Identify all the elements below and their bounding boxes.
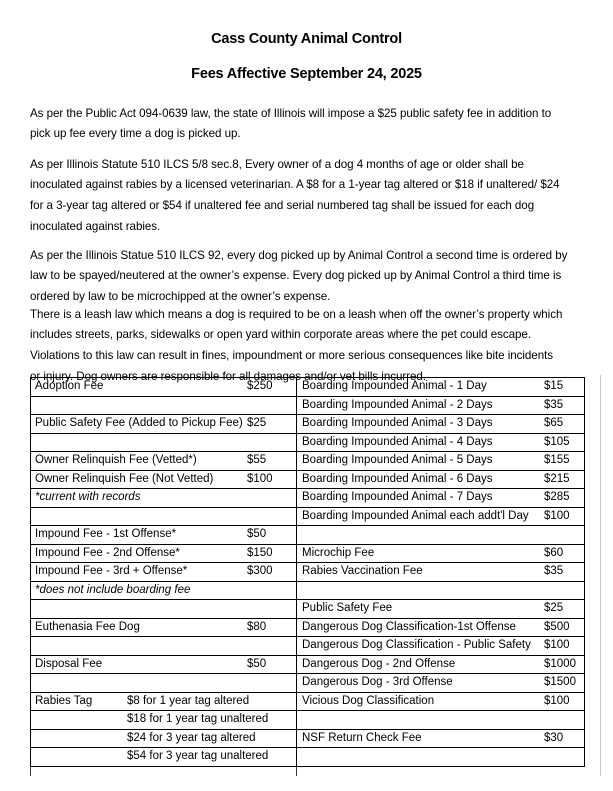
- table-row: [30, 471, 585, 490]
- body-paragraph: As per the Illinois Statue 510 ILCS 92, every dog picked up by Animal Control a second time is ordered by law to be spayed/neutered at the owner’s expense. Every dog picked up by Animal Control a third time is ordered by law to be microchipped at the owner’s expense.: [30, 248, 568, 304]
- fee-cell-left: [30, 452, 297, 471]
- table-row: [30, 378, 585, 397]
- table-row: [30, 545, 585, 564]
- spreadsheet-gridline: [600, 375, 601, 776]
- fee-cell-right: [297, 397, 585, 416]
- fee-cell-right: [297, 545, 585, 564]
- table-row: [30, 434, 585, 453]
- fee-amount: $80: [247, 620, 267, 633]
- fee-label: Impound Fee - 2nd Offense*: [35, 546, 180, 559]
- table-row: [30, 730, 585, 749]
- fee-amount: $100: [544, 509, 570, 522]
- table-row: [30, 748, 585, 767]
- fee-label: Owner Relinquish Fee (Not Vetted): [35, 472, 214, 485]
- fee-label: Boarding Impounded Animal - 4 Days: [302, 435, 493, 448]
- fee-label: Impound Fee - 3rd + Offense*: [35, 565, 188, 577]
- fee-amount: $25: [247, 417, 267, 429]
- fee-cell-left: [30, 711, 297, 730]
- fee-label: Disposal Fee: [35, 657, 103, 670]
- table-row: [30, 452, 585, 471]
- fee-label: Public Safety Fee (Added to Pickup Fee): [35, 417, 243, 429]
- fee-cell-right: [297, 508, 585, 527]
- fee-label: Boarding Impounded Animal - 1 Day: [302, 380, 487, 392]
- fee-label: Dangerous Dog - 3rd Offense: [302, 676, 453, 688]
- fee-amount: $250: [247, 380, 273, 392]
- table-row: [30, 711, 585, 730]
- fee-amount: $150: [247, 546, 273, 559]
- fee-amount: $1000: [544, 657, 576, 670]
- table-row: [30, 397, 585, 416]
- table-row: [30, 619, 585, 638]
- fee-cell-right: [297, 748, 585, 767]
- fee-cell-right: [297, 674, 585, 693]
- fee-amount: $25: [544, 602, 564, 614]
- fee-cell-right: [297, 415, 585, 434]
- fee-sublabel: $8 for 1 year tag altered: [127, 694, 250, 707]
- fee-amount: $1500: [544, 676, 576, 688]
- fee-cell-left: [30, 637, 297, 656]
- fee-cell-right: [297, 378, 585, 397]
- fee-cell-left: [30, 471, 297, 490]
- page-title: Cass County Animal Control: [211, 31, 402, 47]
- table-row: [30, 582, 585, 601]
- fee-label: Vicious Dog Classification: [302, 694, 435, 707]
- table-row: [30, 508, 585, 527]
- table-row: [30, 674, 585, 693]
- fee-amount: $100: [247, 472, 273, 485]
- fee-cell-right: [297, 656, 585, 675]
- table-row: [30, 637, 585, 656]
- fee-cell-right: [297, 563, 585, 582]
- fee-amount: $215: [544, 472, 570, 485]
- fee-cell-right: [297, 489, 585, 508]
- fee-cell-left: [30, 415, 297, 434]
- fee-label: *current with records: [35, 491, 141, 503]
- fee-amount: $65: [544, 417, 564, 429]
- fee-cell-right: [297, 471, 585, 490]
- fee-label: Euthenasia Fee Dog: [35, 620, 140, 633]
- fee-amount: $100: [544, 639, 570, 651]
- table-left-border-fragment: [30, 767, 31, 776]
- fee-cell-left: [30, 730, 297, 749]
- table-middle-border-fragment: [296, 767, 297, 776]
- fee-amount: $105: [544, 435, 570, 448]
- fee-amount: $50: [247, 528, 267, 540]
- fee-cell-left: [30, 545, 297, 564]
- fee-label: Microchip Fee: [302, 546, 375, 559]
- fee-cell-left: [30, 526, 297, 545]
- fee-label: Dangerous Dog - 2nd Offense: [302, 657, 456, 670]
- fee-label: NSF Return Check Fee: [302, 731, 422, 744]
- fee-cell-right: [297, 526, 585, 545]
- fee-table: [30, 377, 585, 776]
- fee-cell-left: [30, 563, 297, 582]
- fee-cell-left: [30, 397, 297, 416]
- table-row: [30, 693, 585, 712]
- table-row: [30, 489, 585, 508]
- fee-table-rows: [30, 378, 585, 767]
- fee-amount: $15: [544, 380, 564, 392]
- fee-sublabel: $54 for 3 year tag unaltered: [127, 750, 269, 762]
- fee-label: Owner Relinquish Fee (Vetted*): [35, 454, 197, 466]
- fee-cell-left: [30, 508, 297, 527]
- fee-label: Boarding Impounded Animal - 5 Days: [302, 454, 493, 466]
- body-paragraph: There is a leash law which means a dog is required to be on a leash when off the owner’s property which includes streets, parks, sidewalks or open yard within corporate areas where the pet could escape. Violations to this law can result in fines, impoundment or more serious consequences like bite incidents or injury. Dog owners are responsible for all damages and/or vet bills incurred.: [30, 307, 563, 383]
- fee-cell-right: [297, 434, 585, 453]
- fee-amount: $285: [544, 491, 570, 503]
- body-paragraph: As per the Public Act 094-0639 law, the state of Illinois will impose a $25 public safety fee in addition to pick up fee every time a dog is picked up.: [30, 106, 552, 141]
- fee-label: Dangerous Dog Classification-1st Offense: [302, 620, 516, 633]
- fee-label: Boarding Impounded Animal - 7 Days: [302, 491, 493, 503]
- fee-label: Public Safety Fee: [302, 602, 393, 614]
- fee-cell-right: [297, 730, 585, 749]
- table-row: [30, 600, 585, 619]
- fee-amount: $155: [544, 454, 570, 466]
- fee-cell-right: [297, 619, 585, 638]
- fee-table-cutoff-row: [30, 767, 585, 776]
- fee-amount: $300: [247, 565, 273, 577]
- fee-label: *does not include boarding fee: [35, 583, 191, 596]
- fee-amount: $100: [544, 694, 570, 707]
- fee-label: Boarding Impounded Animal - 6 Days: [302, 472, 493, 485]
- fee-cell-left: [30, 748, 297, 767]
- fee-label: Impound Fee - 1st Offense*: [35, 528, 177, 540]
- fee-amount: $30: [544, 731, 564, 744]
- fee-label: Boarding Impounded Animal - 2 Days: [302, 398, 493, 411]
- fee-cell-right: [297, 711, 585, 730]
- fee-cell-left: [30, 619, 297, 638]
- fee-amount: $35: [544, 398, 564, 411]
- fee-label: Boarding Impounded Animal each addt'l Day: [302, 509, 529, 522]
- fee-amount: $50: [247, 657, 267, 670]
- fee-cell-left: [30, 434, 297, 453]
- fee-amount: $60: [544, 546, 564, 559]
- fee-sublabel: $18 for 1 year tag unaltered: [127, 713, 269, 725]
- table-row: [30, 415, 585, 434]
- fee-amount: $35: [544, 565, 564, 577]
- fee-label: Rabies Tag: [35, 694, 93, 707]
- fee-cell-left: [30, 582, 297, 601]
- body-paragraph: As per Illinois Statute 510 ILCS 5/8 sec.8, Every owner of a dog 4 months of age or older shall be inoculated against rabies by a licensed veterinarian. A $8 for a 1-year tag altered or $18 if unaltered/ $24 for a 3-year tag altered or $54 if unaltered fee and serial numbered tag shall be issued for each dog inoculated against rabies.: [30, 157, 560, 233]
- fee-cell-right: [297, 637, 585, 656]
- fee-cell-left: [30, 489, 297, 508]
- fee-cell-left: [30, 693, 297, 712]
- fee-cell-left: [30, 378, 297, 397]
- table-row: [30, 526, 585, 545]
- fee-amount: $55: [247, 454, 267, 466]
- fee-cell-left: [30, 674, 297, 693]
- fee-cell-right: [297, 582, 585, 601]
- fee-label: Dangerous Dog Classification - Public Safety: [302, 639, 531, 651]
- fee-cell-right: [297, 452, 585, 471]
- fee-label: Adoption Fee: [35, 380, 104, 392]
- fee-cell-right: [297, 600, 585, 619]
- fee-sublabel: $24 for 3 year tag altered: [127, 731, 256, 744]
- page-subtitle: Fees Affective September 24, 2025: [191, 66, 422, 82]
- fee-cell-left: [30, 600, 297, 619]
- fee-cell-right: [297, 693, 585, 712]
- fee-cell-left: [30, 656, 297, 675]
- fee-label: Boarding Impounded Animal - 3 Days: [302, 417, 493, 429]
- fee-label: Rabies Vaccination Fee: [302, 565, 423, 577]
- table-row: [30, 563, 585, 582]
- table-row: [30, 656, 585, 675]
- fee-amount: $500: [544, 620, 570, 633]
